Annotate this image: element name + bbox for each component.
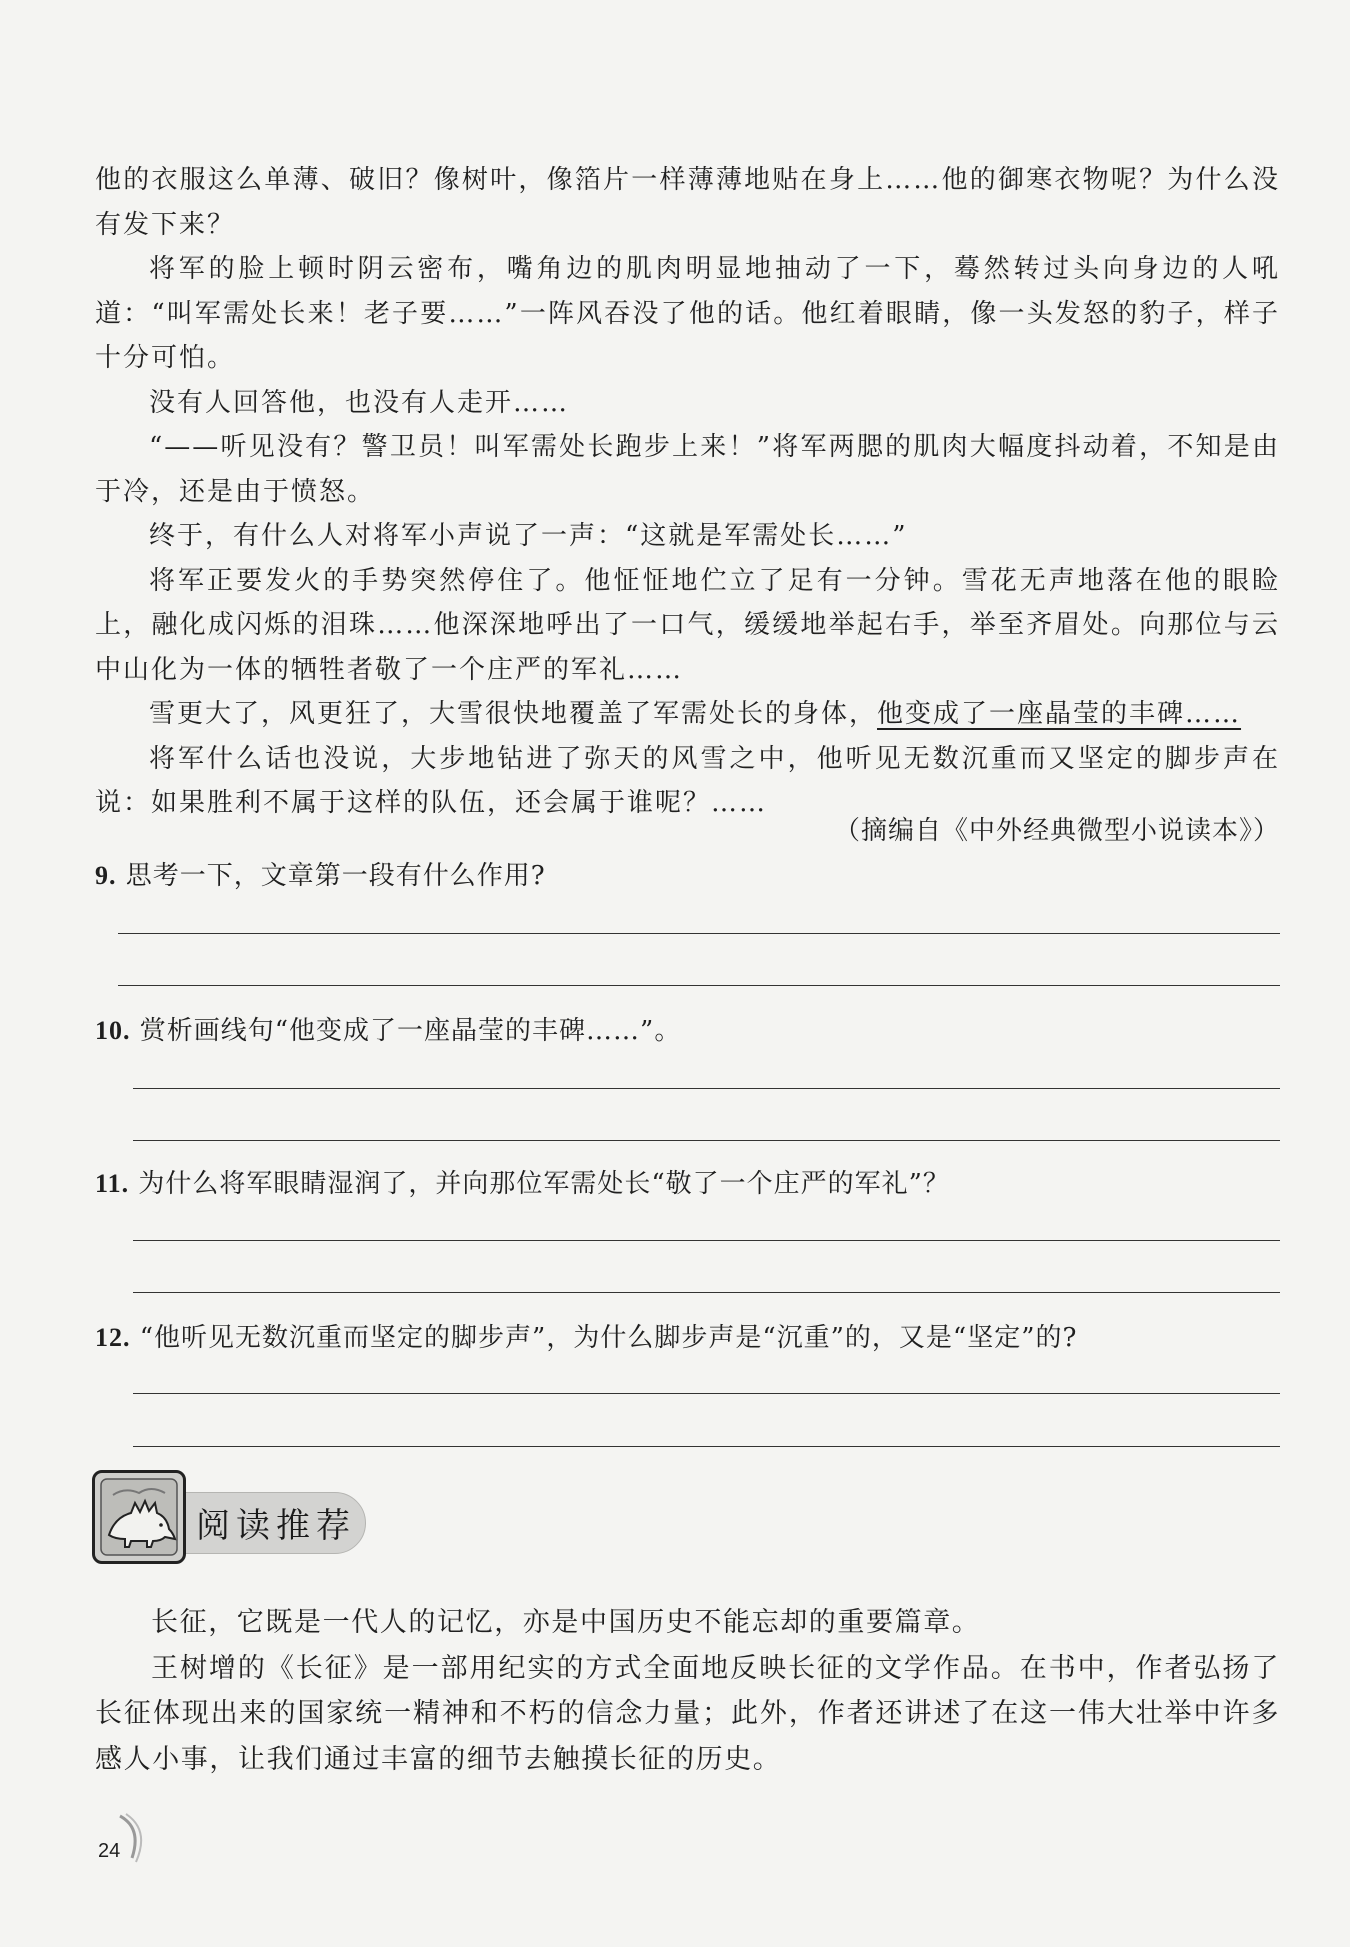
question-number: 10. bbox=[95, 1016, 131, 1045]
recommendation-paragraph: 王树增的《长征》是一部用纪实的方式全面地反映长征的文学作品。在书中，作者弘扬了长征体现出来的国家统一精神和不朽的信念力量；此外，作者还讲述了在这一伟大壮举中许多感人小事，让我们通过丰富的细节去触摸长征的历史。 bbox=[95, 1652, 1280, 1775]
story-paragraph: 没有人回答他，也没有人走开…… bbox=[149, 387, 570, 418]
answer-line[interactable] bbox=[133, 1088, 1280, 1089]
question-10 bbox=[95, 1010, 681, 1047]
story-paragraph: 他的衣服这么单薄、破旧？像树叶，像箔片一样薄薄地贴在身上……他的御寒衣物呢？为什么没有发下来？ bbox=[95, 165, 1280, 240]
answer-line[interactable] bbox=[133, 1292, 1280, 1293]
story-paragraph: “——听见没有？警卫员！叫军需处长跑步上来！”将军两腮的肌肉大幅度抖动着，不知是由于冷，还是由于愤怒。 bbox=[95, 432, 1280, 507]
question-text: 赏析画线句“他变成了一座晶莹的丰碑……”。 bbox=[139, 1016, 682, 1046]
question-number: 12. bbox=[95, 1323, 131, 1352]
page-number: 24 bbox=[98, 1840, 121, 1862]
answer-line[interactable] bbox=[133, 1240, 1280, 1241]
banner-title: 阅读推荐 bbox=[196, 1506, 356, 1546]
source-citation: （摘编自《中外经典微型小说读本》） bbox=[833, 816, 1280, 846]
recommendation-paragraph: 长征，它既是一代人的记忆，亦是中国历史不能忘却的重要篇章。 bbox=[151, 1607, 981, 1638]
underlined-sentence: 他变成了一座晶莹的丰碑…… bbox=[877, 699, 1242, 729]
reading-recommendation-banner bbox=[92, 1470, 374, 1562]
question-12 bbox=[95, 1317, 1077, 1354]
question-number: 9. bbox=[95, 861, 117, 890]
question-text: “他听见无数沉重而坚定的脚步声”，为什么脚步声是“沉重”的，又是“坚定”的? bbox=[139, 1323, 1078, 1353]
story-paragraph: 终于，有什么人对将军小声说了一声：“这就是军需处长……” bbox=[149, 521, 908, 551]
story-text-before-underline: 雪更大了，风更狂了，大雪很快地覆盖了军需处长的身体， bbox=[149, 699, 878, 729]
question-number: 11. bbox=[95, 1169, 130, 1198]
answer-line[interactable] bbox=[118, 933, 1280, 934]
answer-line[interactable] bbox=[118, 985, 1280, 986]
story-paragraph-underlined bbox=[95, 692, 1280, 737]
question-11 bbox=[95, 1163, 950, 1200]
answer-line[interactable] bbox=[133, 1446, 1280, 1447]
story-paragraph: 将军的脸上顿时阴云密布，嘴角边的肌肉明显地抽动了一下，蓦然转过头向身边的人吼道：“叫军需处长来！老子要……”一阵风吞没了他的话。他红着眼睛，像一头发怒的豹子，样子十分可怕。 bbox=[95, 254, 1280, 373]
stegosaurus-icon bbox=[92, 1470, 186, 1564]
answer-line[interactable] bbox=[133, 1140, 1280, 1141]
question-text: 为什么将军眼睛湿润了，并向那位军需处长“敬了一个庄严的军礼”？ bbox=[138, 1169, 950, 1199]
answer-line[interactable] bbox=[133, 1393, 1280, 1394]
recommendation-text bbox=[95, 1600, 1280, 1782]
question-text: 思考一下，文章第一段有什么作用? bbox=[125, 861, 546, 891]
story-text bbox=[95, 158, 1280, 826]
question-9 bbox=[95, 855, 546, 892]
story-paragraph: 将军什么话也没说，大步地钻进了弥天的风雪之中，他听见无数沉重而又坚定的脚步声在说：如果胜利不属于这样的队伍，还会属于谁呢？…… bbox=[95, 743, 1280, 818]
story-paragraph: 将军正要发火的手势突然停住了。他怔怔地伫立了足有一分钟。雪花无声地落在他的眼睑上，融化成闪烁的泪珠……他深深地呼出了一口气，缓缓地举起右手，举至齐眉处。向那位与云中山化为一体的牺牲者敬了一个庄严的军礼…… bbox=[95, 565, 1280, 685]
